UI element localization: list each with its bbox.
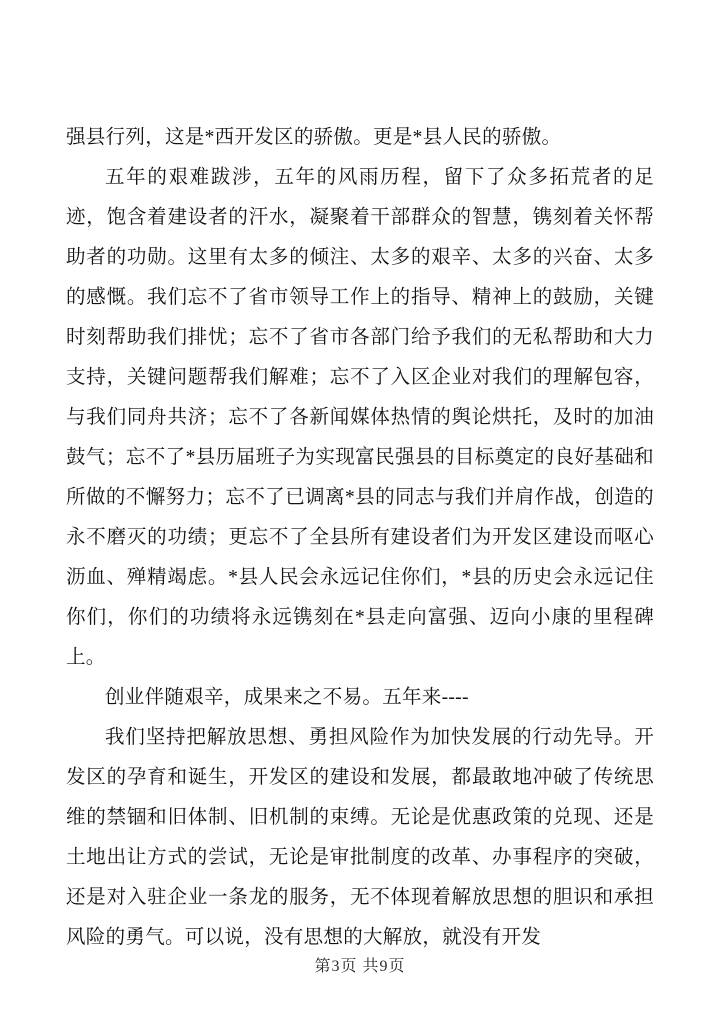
paragraph: 五年的艰难跋涉，五年的风雨历程，留下了众多拓荒者的足迹，饱含着建设者的汗水，凝聚着干部群众的智慧，镌刻着关怀帮助者的功勋。这里有太多的倾注、太多的艰辛、太多的兴奋、太多的感慨。我们忘不了省市领导工作上的指导、精神上的鼓励，关键时刻帮助我们排忧；忘不了省市各部门给予我们的无私帮助和大力支持，关键问题帮我们解难；忘不了入区企业对我们的理解包容，与我们同舟共济；忘不了各新闻媒体热情的舆论烘托，及时的加油鼓气；忘不了*县历届班子为实现富民强县的目标奠定的良好基础和所做的不懈努力；忘不了已调离*县的同志与我们并肩作战，创造的永不磨灭的功绩；更忘不了全县所有建设者们为开发区建设而呕心沥血、殚精竭虑。*县人民会永远记住你们，*县的历史会永远记住你们，你们的功绩将永远镌刻在*县走向富强、迈向小康的里程碑上。 [66,167,654,668]
paragraph: 强县行列，这是*西开发区的骄傲。更是*县人民的骄傲。 [66,127,562,148]
paragraph: 我们坚持把解放思想、勇担风险作为加快发展的行动先导。开发区的孕育和诞生，开发区的建设和发展，都最敢地冲破了传统思维的禁锢和旧体制、旧机制的束缚。无论是优惠政策的兑现、还是土地出让方式的尝试，无论是审批制度的改革、办事程序的突破，还是对入驻企业一条龙的服务，无不体现着解放思想的胆识和承担风险的勇气。可以说，没有思想的大解放，就没有开发 [66,727,654,948]
page-footer: 第3页 共9页 [314,958,406,975]
document-body [66,118,654,958]
paragraph: 创业伴随艰辛，成果来之不易。五年来---- [105,687,469,708]
